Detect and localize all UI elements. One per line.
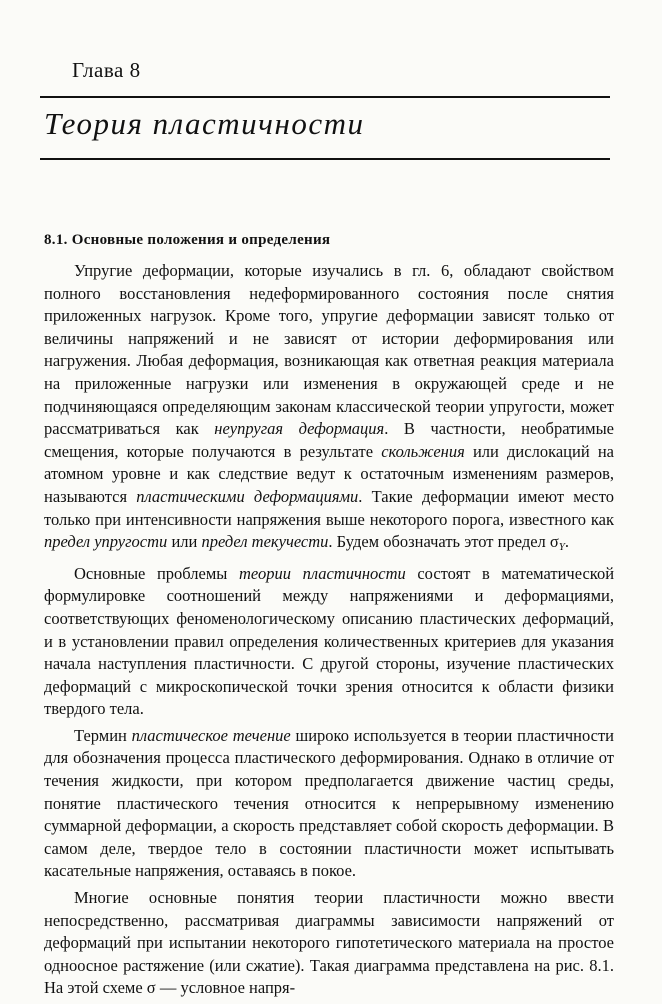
term-plastic-deformations: пластическими деформациями [136,486,359,506]
section-heading: 8.1. Основные положения и определения [44,232,331,248]
text: или [167,532,202,552]
term-yield-limit: предел текучести [201,532,329,552]
text: Основные проблемы [74,563,239,583]
paragraph-3 [44,725,614,883]
text: . [564,532,570,552]
paragraph-1 [44,260,614,559]
text: . Такие деформации имеют место только при интенсивности напряжения выше некоторого порога, известного как [44,486,614,529]
top-rule [40,96,610,98]
text: Многие основные понятия теории пластичности можно ввести непосредственно, рассматривая диаграммы зависимости напряжений от деформаций при испытании некоторого гипотетического материала на простое одноосное растяжение (или сжатие). Такая диаграмма представлена на рис. 8.1. На этой схеме σ — условное напря- [44,888,614,998]
text: . В частности, необратимые смещения, которые получаются в результате [44,419,614,461]
text: Упругие деформации, которые изучались в гл. 6, обладают свойством полного восстановления недеформированного состояния после снятия приложенных нагрузок. Кроме того, упругие деформации зависят только от величины напряжений и не зависят от истории деформирования или нагружения. Любая деформация, возникающая как ответная реакция материала на приложенные нагрузки или изменения в окружающей среде и не подчиняющаяся определяющим законам классической теории упругости, может рассматриваться как [44,261,614,439]
chapter-title: Теория пластичности [44,106,365,141]
text: Термин [74,725,132,745]
text: широко используется в теории пластичности для обозначения процесса пластического деформирования. Однако в отличие от течения жидкости, при котором предполагается движение частиц среды, понятие пластического течения относится к непрерывному изменению суммарной деформации, а скорость представляет собой скорость деформации. В самом деле, твердое тело в состоянии пластичности может испытывать касательные напряжения, оставаясь в покое. [44,725,614,881]
bottom-rule [40,158,610,160]
chapter-label: Глава 8 [72,58,141,82]
body-text [44,260,614,1004]
term-slip: скольжения [381,441,465,461]
subscript-y: Y [558,541,565,554]
text: . Будем обозначать этот предел σ [328,532,559,552]
paragraph-2 [44,563,614,721]
paragraph-4 [44,887,614,1000]
term-elastic-limit: предел упругости [44,532,168,552]
text: состоят в математической формулировке соотношений между напряжениями и деформациями, соответствующих феноменологическому описанию пластических деформаций, и в установлении правил определения количественных критериев для указания начала наступления пластичности. С другой стороны, изучение пластических деформаций с микроскопической точки зрения относится к области физики твердого тела. [44,563,615,719]
term-plasticity-theory: теории пластичности [238,563,406,583]
term-plastic-flow: пластическое течение [131,725,291,745]
text: или дислокаций на атомном уровне и как следствие ведут к остаточным изменениям размеров, называются [44,441,614,506]
term-inelastic-deformation: неупругая деформация [214,419,385,439]
